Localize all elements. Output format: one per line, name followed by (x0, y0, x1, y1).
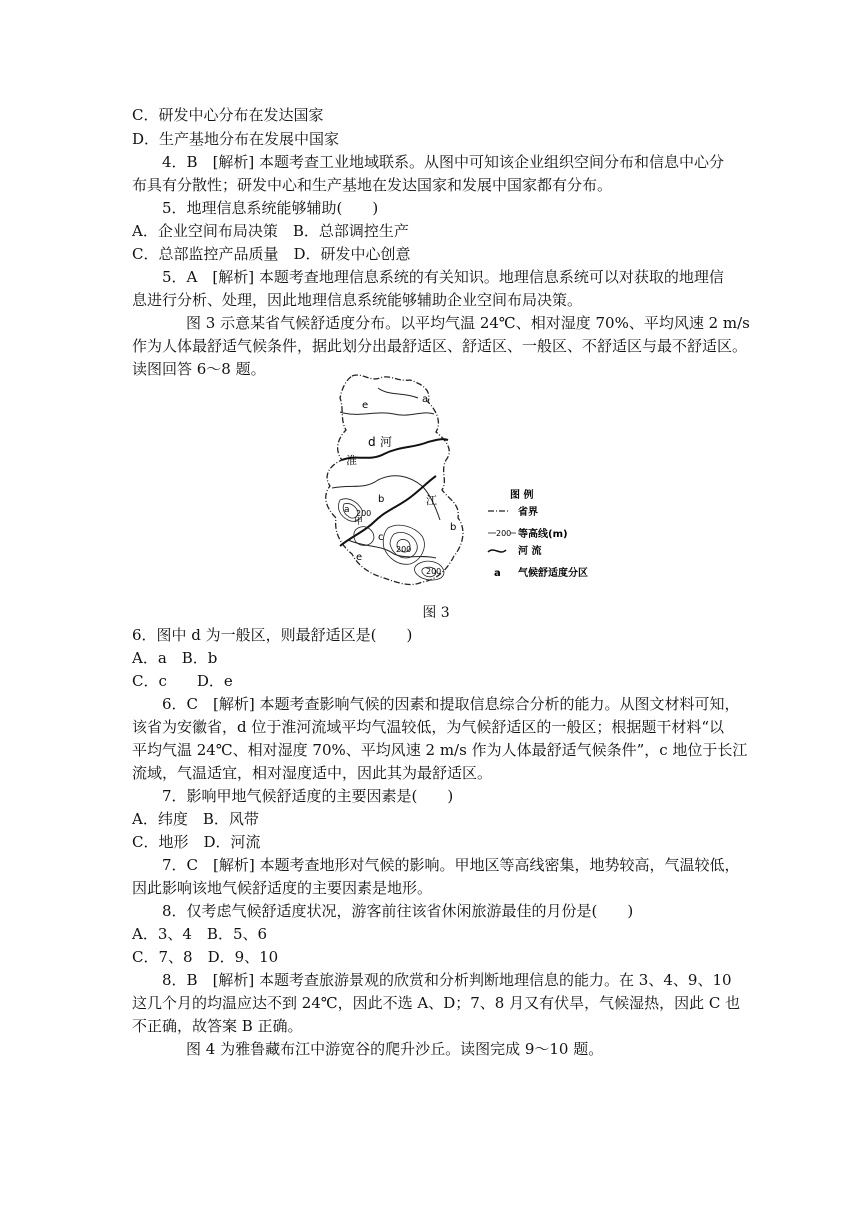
zone-label-a-south: a (344, 505, 350, 515)
answer-line: 息进行分析、处理，因此地理信息系统能够辅助企业空间布局决策。 (132, 291, 583, 309)
answer-line: 5．A [解析] 本题考查地理信息系统的有关知识。地理信息系统可以对获取的地理信 (162, 268, 724, 286)
answer-line: 6．C [解析] 本题考查影响气候的因素和提取信息综合分析的能力。从图文材料可知， (162, 695, 740, 713)
answer-line: 不正确，故答案 B 正确。 (132, 1017, 303, 1035)
legend-zone-letter: a (494, 568, 501, 579)
passage-line: 读图回答 6～8 题。 (132, 360, 266, 378)
elevation-label: 200 (396, 545, 412, 554)
answer-line: 4．B [解析] 本题考查工业地域联系。从图中可知该企业组织空间分布和信息中心分 (162, 153, 725, 171)
zone-label-b: b (378, 494, 385, 505)
legend-contour-label: 等高线(m) (518, 529, 568, 540)
map-svg (318, 368, 628, 598)
legend-river-label: 河 流 (518, 546, 542, 557)
climate-comfort-map (318, 368, 628, 598)
answer-line: 流域，气温适宜，相对湿度适中，因此其为最舒适区。 (132, 764, 493, 782)
zone-label-e-north: e (362, 400, 369, 411)
option-line: A．纬度 B．风带 (132, 810, 259, 828)
map-legend (488, 488, 588, 579)
answer-line: 该省为安徽省，d 位于淮河流域平均气温较低，为气候舒适区的一般区；根据题干材料“以 (132, 718, 725, 736)
legend-zone-label: 气候舒适度分区 (518, 568, 588, 579)
option-line: A．a B．b (132, 649, 218, 667)
option-line: A．企业空间布局决策 B．总部调控生产 (132, 222, 409, 240)
river-label-huai: 淮 (346, 454, 357, 467)
passage-line: 作为人体最舒适气候条件，据此划分出最舒适区、舒适区、一般区、不舒适区与最不舒适区。 (132, 337, 748, 355)
question-line: 8．仅考虑气候舒适度状况，游客前往该省休闲旅游最佳的月份是( ) (162, 902, 634, 920)
zone-boundary (378, 388, 418, 398)
zone-label-b-east: b (450, 522, 457, 533)
legend-river-symbol (488, 550, 506, 552)
legend-title: 图 例 (510, 490, 534, 501)
zone-boundary (340, 412, 434, 415)
option-line: C．c D．e (132, 672, 233, 690)
legend-contour-sample: 200 (496, 529, 512, 538)
elevation-label: 200 (426, 567, 442, 576)
figure-caption: 图 3 (422, 605, 450, 621)
option-line: D．生产基地分布在发展中国家 (132, 130, 340, 148)
passage-line: 图 3 示意某省气候舒适度分布。以平均气温 24℃、相对湿度 70%、平均风速 2 m/s (186, 314, 750, 332)
zone-label-e-south: e (356, 552, 363, 563)
zone-label-d: d (368, 435, 376, 449)
legend-boundary-label: 省界 (518, 507, 538, 518)
place-label-jia: 甲 (354, 517, 364, 527)
option-line: C．7、8 D．9、10 (132, 948, 279, 966)
answer-line: 8．B [解析] 本题考查旅游景观的欣赏和分析判断地理信息的能力。在 3、4、9、10 (162, 971, 732, 989)
option-line: C．总部监控产品质量 D．研发中心创意 (132, 245, 411, 263)
question-line: 5．地理信息系统能够辅助( ) (162, 199, 379, 217)
answer-line: 因此影响该地气候舒适度的主要因素是地形。 (132, 879, 433, 897)
huai-river (342, 439, 448, 460)
option-line: A．3、4 B．5、6 (132, 925, 268, 943)
zone-label-c: c (378, 532, 384, 543)
passage-line: 图 4 为雅鲁藏布江中游宽谷的爬升沙丘。读图完成 9～10 题。 (186, 1040, 604, 1058)
zone-label-a: a (422, 394, 429, 405)
answer-line: 平均气温 24℃、相对湿度 70%、平均风速 2 m/s 作为人体最舒适气候条件”，c 地位于长江 (132, 741, 748, 759)
answer-line: 7．C [解析] 本题考查地形对气候的影响。甲地区等高线密集，地势较高，气温较低， (162, 856, 740, 874)
question-line: 6．图中 d 为一般区，则最舒适区是( ) (132, 626, 413, 644)
option-line: C．研发中心分布在发达国家 (132, 106, 324, 124)
answer-line: 这几个月的均温应达不到 24℃，因此不选 A、D；7、8 月又有伏旱，气候湿热，因此 C 也 (132, 994, 741, 1012)
answer-line: 布具有分散性；研发中心和生产基地在发达国家和发展中国家都有分布。 (132, 176, 613, 194)
elevation-label: 200 (356, 509, 372, 518)
question-line: 7．影响甲地气候舒适度的主要因素是( ) (162, 787, 454, 805)
river-label-he: 河 (380, 435, 393, 449)
river-label-jiang: 江 (426, 494, 437, 507)
option-line: C．地形 D．河流 (132, 833, 261, 851)
